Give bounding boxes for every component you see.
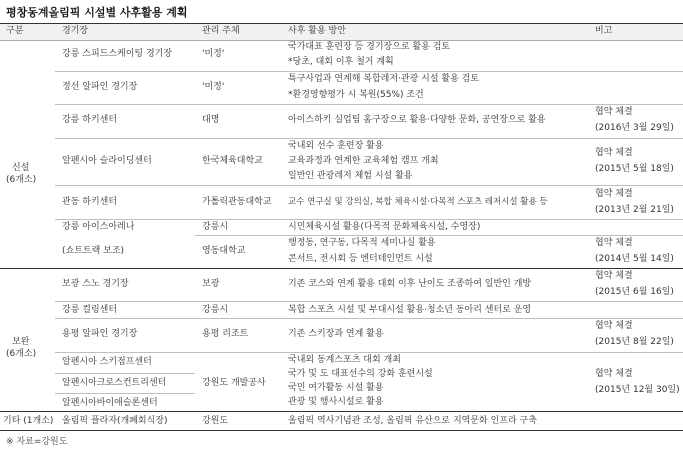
venue-cell: 알펜시아바이애슬론센터 bbox=[62, 398, 158, 408]
group-new: 신설 bbox=[12, 163, 30, 173]
header-venue: 경기장 bbox=[62, 26, 89, 36]
manager-cell: 한국체육대학교 bbox=[202, 156, 263, 166]
row-divider bbox=[55, 71, 683, 72]
manager-cell: 강릉시 bbox=[202, 305, 229, 315]
row-divider bbox=[55, 138, 683, 139]
venue-cell: (쇼트트랙 보조) bbox=[62, 246, 125, 256]
header-note: 비고 bbox=[595, 26, 613, 36]
manager-cell: 강원도 bbox=[202, 416, 229, 426]
page-title: 평창동계올림픽 시설별 사후활용 계획 bbox=[6, 6, 188, 19]
group-other: 기타 (1개소) bbox=[3, 416, 54, 426]
plan-line: 아이스하키 실업팀 홈구장으로 활용·다양한 문화, 공연장으로 활용 bbox=[288, 115, 546, 125]
manager-cell: 강릉시 bbox=[202, 222, 229, 232]
plan-line: 올림픽 역사기념관 조성, 올림픽 유산으로 지역문화 인프라 구축 bbox=[288, 416, 537, 426]
venue-cell: 올림픽 플라자(개폐회식장) bbox=[62, 416, 168, 426]
venue-cell: 관동 하키센터 bbox=[62, 197, 118, 207]
venue-cell: 강릉 스피드스케이팅 경기장 bbox=[62, 49, 173, 59]
venue-cell: 강릉 컬링센터 bbox=[62, 305, 118, 315]
note-line: (2016년 3월 29일) bbox=[595, 123, 674, 133]
venue-cell: 알펜시아크로스컨트리센터 bbox=[62, 378, 167, 388]
venue-cell: 강릉 아이스아레나 bbox=[62, 222, 135, 232]
manager-cell: 영동대학교 bbox=[202, 246, 246, 256]
plan-line: 교수 연구실 및 강의실, 복합 체육시설·다목적 스포츠 레저시설 활용 등 bbox=[288, 197, 548, 207]
row-divider bbox=[55, 104, 683, 105]
group-upgrade: 보완 bbox=[12, 337, 30, 347]
row-divider bbox=[55, 219, 683, 220]
group-upgrade-count: (6개소) bbox=[6, 349, 37, 359]
manager-cell: 용평 리조트 bbox=[202, 329, 249, 339]
venue-cell: 보광 스노 경기장 bbox=[62, 279, 129, 289]
note-line: (2015년 8월 22일) bbox=[595, 337, 674, 347]
manager-cell: 보광 bbox=[202, 279, 220, 289]
note-line: 협약 체결 bbox=[595, 321, 633, 331]
header-manager: 관리 주체 bbox=[202, 26, 240, 36]
plan-line: 특구사업과 연계해 복합레저·관광 시설 활용 검토 bbox=[288, 74, 480, 84]
header-category: 구분 bbox=[6, 26, 24, 36]
row-divider bbox=[55, 318, 683, 319]
note-line: (2015년 6월 16일) bbox=[595, 287, 674, 297]
note-line: 협약 체결 bbox=[595, 189, 633, 199]
plan-line: 국민 여가활동 시설 활용 bbox=[288, 383, 384, 393]
row-divider bbox=[55, 185, 683, 186]
group-new-count: (6개소) bbox=[6, 175, 37, 185]
plan-line: 관광 및 행사시설로 활용 bbox=[288, 397, 384, 407]
plan-line: 기존 코스와 연계 활용 대회 이후 난이도 조종하여 일반인 개방 bbox=[288, 279, 532, 289]
row-divider bbox=[55, 393, 195, 394]
plan-line: *환경영향평가 시 복원(55%) 조건 bbox=[288, 90, 424, 100]
plan-line: 국가 및 도 대표선수의 강화 훈련시설 bbox=[288, 369, 433, 379]
row-divider bbox=[55, 301, 683, 302]
note-line: (2015년 12월 30일) bbox=[595, 385, 680, 395]
note-line: 협약 체결 bbox=[595, 238, 633, 248]
venue-cell: 용평 알파인 경기장 bbox=[62, 329, 138, 339]
manager-cell: '미정' bbox=[202, 82, 225, 92]
note-line: (2013년 2월 21일) bbox=[595, 205, 674, 215]
table-bottom-border bbox=[0, 430, 683, 431]
note-line: 협약 체결 bbox=[595, 271, 633, 281]
manager-cell: 대명 bbox=[202, 115, 220, 125]
note-line: (2015년 5월 18일) bbox=[595, 164, 674, 174]
venue-cell: 정선 알파인 경기장 bbox=[62, 82, 138, 92]
note-line: 협약 체결 bbox=[595, 107, 633, 117]
plan-line: 시민체육시설 활용(다목적 문화체육시설, 수영장) bbox=[288, 222, 481, 232]
row-divider bbox=[195, 235, 683, 236]
plan-line: 기존 스키장과 연계 활용 bbox=[288, 329, 384, 339]
plan-line: 일반인 관광레저 체험 시설 활용 bbox=[288, 171, 413, 181]
note-line: 협약 체결 bbox=[595, 148, 633, 158]
venue-cell: 알펜시아 스키점프센터 bbox=[62, 357, 152, 367]
note-line: (2014년 5월 14일) bbox=[595, 254, 674, 264]
table-header bbox=[0, 23, 683, 41]
plan-line: 복합 스포츠 시설 및 부대시설 활용·청소년 동아리 센터로 운영 bbox=[288, 305, 532, 315]
plan-line: 교육과정과 연계한 교육체험 캠프 개최 bbox=[288, 156, 439, 166]
group-divider bbox=[0, 411, 683, 412]
manager-cell: 가톨릭관동대학교 bbox=[202, 197, 272, 207]
plan-line: 국가대표 훈련장 등 경기장으로 활용 검토 bbox=[288, 42, 451, 52]
note-line: 협약 체결 bbox=[595, 369, 633, 379]
plan-line: 행정동, 연구동, 다목적 세미나실 활용 bbox=[288, 238, 436, 248]
manager-cell: 강원도 개발공사 bbox=[202, 378, 266, 388]
plan-line: *당초, 대회 이후 철거 계획 bbox=[288, 57, 394, 67]
header-plan: 사후 활용 방안 bbox=[288, 26, 346, 36]
source-note: ※ 자료=강원도 bbox=[6, 437, 68, 447]
row-divider bbox=[55, 352, 683, 353]
manager-cell: '미정' bbox=[202, 49, 225, 59]
plan-line: 국내외 선수 훈련장 활용 bbox=[288, 141, 384, 151]
venue-cell: 강릉 하키센터 bbox=[62, 115, 118, 125]
plan-line: 콘서트, 전시회 등 엔터테인먼트 시설 bbox=[288, 254, 433, 264]
row-divider bbox=[55, 373, 195, 374]
venue-cell: 알펜시아 슬라이딩센터 bbox=[62, 156, 152, 166]
group-divider bbox=[0, 268, 683, 269]
plan-line: 국내외 동계스포츠 대회 개최 bbox=[288, 355, 401, 365]
